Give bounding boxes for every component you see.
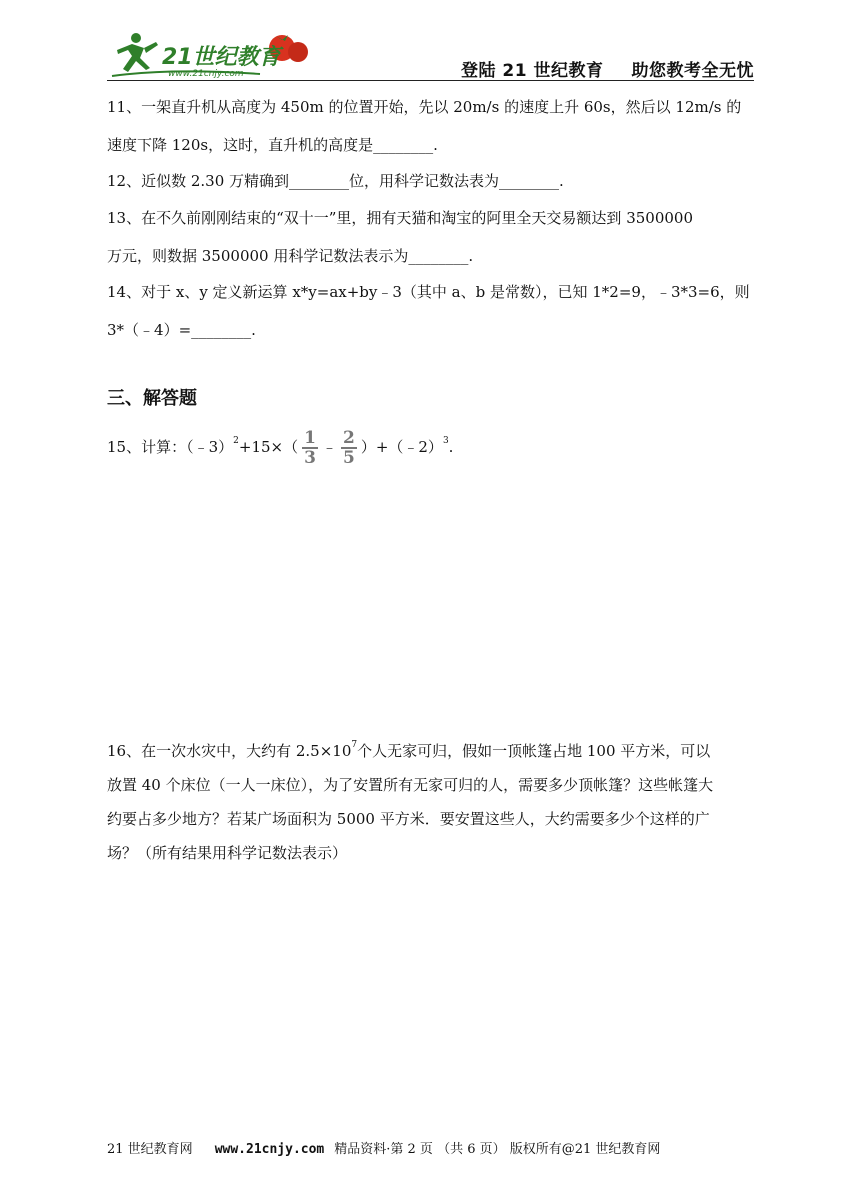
logo-text: 21世纪教育 [162,45,281,70]
question-16-line4: 场？（所有结果用科学记数法表示） [107,844,348,862]
q15-minus: ﹣ [321,438,337,456]
question-11-line2: 速度下降 120s，这时，直升机的高度是________. [107,136,438,154]
footer-left: 21 世纪教育网 [107,1142,193,1157]
question-16-line1 [107,728,757,768]
q16-exponent: 7 [351,740,358,750]
frac1-numerator: 1 [304,428,316,448]
question-14-line1: 14、对于 x、y 定义新运算 x*y=ax+by﹣3（其中 a、b 是常数），已知 1*2=9，﹣3*3=6，则 [107,283,750,301]
question-12-text: 12、近似数 2.30 万精确到________位，用科学记数法表为________. [107,172,564,190]
logo-url: www.21cnjy.com [168,69,244,79]
frac2-denominator: 5 [342,448,355,468]
frac2-numerator: 2 [342,428,355,448]
question-16 [107,728,757,870]
q15-after: ）+（﹣2） [360,438,443,456]
question-11-line1: 11、一架直升机从高度为 450m 的位置开始，先以 20m/s 的速度上升 60s，然后以 12m/s 的 [107,98,742,116]
header-divider [107,80,754,81]
question-16-line2: 放置 40 个床位（一人一床位），为了安置所有无家可归的人，需要多少顶帐篷？这些帐篷大 [107,776,714,794]
q15-middle: +15×（ [238,438,299,456]
q15-exponent-1: 2 [233,436,239,446]
header-slogan [433,56,754,81]
q15-end: . [448,438,454,456]
header-slogan-right: 助您教考全无忧 [631,61,754,81]
runner-icon [117,33,158,72]
question-12 [107,162,757,200]
footer-right: 精品资料·第 2 页 （共 6 页） 版权所有@21 世纪教育网 [334,1142,661,1157]
footer-site-link[interactable]: www.21cnjy.com [214,1142,325,1157]
question-15 [107,422,757,467]
question-13-line2: 万元，则数据 3500000 用科学记数法表示为________. [107,247,474,265]
header-slogan-left: 登陆 21 世纪教育 [461,61,604,81]
page-footer [107,1138,660,1157]
question-16-line3: 约要占多少地方？若某广场面积为 5000 平方米．要安置这些人，大约需要多少个这样的广 [107,810,710,828]
question-14-line2: 3*（﹣4）=________. [107,321,256,339]
q15-exponent-2: 3 [442,436,449,446]
section-title: 三、解答题 [107,388,197,409]
q15-prefix: 15、计算：（﹣3） [107,438,234,456]
q16-prefix: 16、在一次水灾中，大约有 2.5×10 [107,742,352,760]
question-11 [107,88,757,164]
q16-rest1: 个人无家可归，假如一顶帐篷占地 100 平方米，可以 [357,742,711,760]
page-header [0,0,860,86]
question-14 [107,273,757,349]
site-logo [110,28,310,80]
question-13 [107,199,757,275]
fraction-two-fifths [341,429,357,467]
fraction-one-third [302,429,318,467]
frac1-denominator: 3 [304,448,316,468]
question-13-line1: 13、在不久前刚刚结束的“双十一”里，拥有天猫和淘宝的阿里全天交易额达到 3500000 [107,209,693,227]
